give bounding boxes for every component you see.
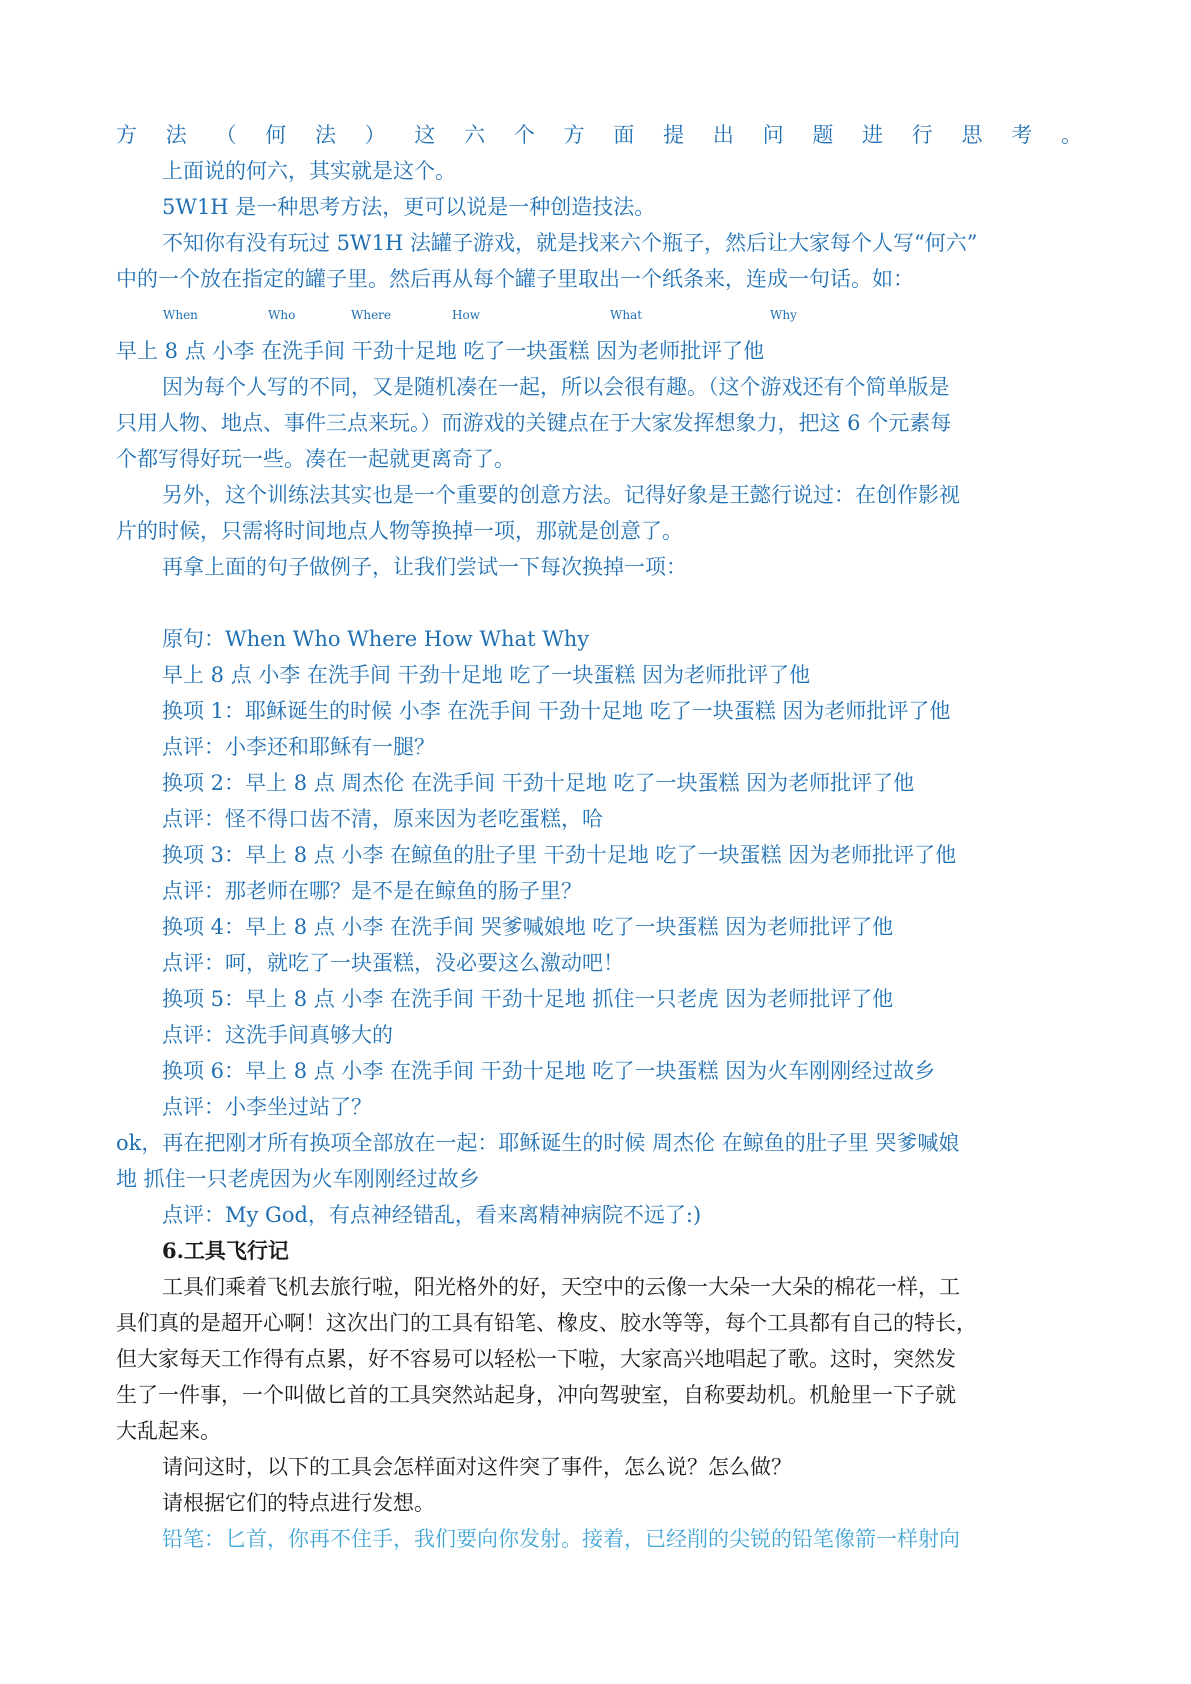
comment-line: 点评：小李还和耶稣有一腿？	[162, 735, 435, 759]
paragraph-line: 地 抓住一只老虎因为火车刚刚经过故乡	[116, 1167, 480, 1191]
paragraph-line: 不知你有没有玩过 5W1H 法罐子游戏，就是找来六个瓶子，然后让大家每个人写“何六”	[162, 231, 978, 255]
paragraph-line: 具们真的是超开心啊！这次出门的工具有铅笔、橡皮、胶水等等，每个工具都有自己的特长，	[116, 1311, 977, 1335]
paragraph-line: 但大家每天工作得有点累，好不容易可以轻松一下啦，大家高兴地唱起了歌。这时，突然发	[116, 1347, 956, 1371]
paragraph-line: 请问这时，以下的工具会怎样面对这件突了事件，怎么说？怎么做？	[162, 1455, 792, 1479]
swap-item: 换项 5：早上 8 点 小李 在洗手间 干劲十足地 抓住一只老虎 因为老师批评了他	[162, 987, 894, 1011]
header-word-what: What	[610, 308, 643, 322]
comment-line: 点评：小李坐过站了？	[162, 1095, 372, 1119]
header-word-where: Where	[351, 308, 392, 322]
paragraph-line: 再拿上面的句子做例子，让我们尝试一下每次换掉一项：	[162, 555, 687, 579]
paragraph-line: 方法（何法）这六个方面提出问题进行思考。	[116, 123, 1082, 147]
swap-item: 换项 2：早上 8 点 周杰伦 在洗手间 干劲十足地 吃了一块蛋糕 因为老师批评了他	[162, 771, 915, 795]
paragraph-line: 只用人物、地点、事件三点来玩。）而游戏的关键点在于大家发挥想象力，把这 6 个元素每	[116, 411, 952, 435]
swap-item: 换项 1：耶稣诞生的时候 小李 在洗手间 干劲十足地 吃了一块蛋糕 因为老师批评了他	[162, 699, 951, 723]
example-sentence: 早上 8 点 小李 在洗手间 干劲十足地 吃了一块蛋糕 因为老师批评了他	[162, 663, 811, 687]
swap-item: 换项 6：早上 8 点 小李 在洗手间 干劲十足地 吃了一块蛋糕 因为火车刚刚经过故乡	[162, 1059, 936, 1083]
header-word-when: When	[163, 308, 198, 322]
swap-item: 换项 4：早上 8 点 小李 在洗手间 哭爹喊娘地 吃了一块蛋糕 因为老师批评了他	[162, 915, 894, 939]
paragraph-line: 个都写得好玩一些。凑在一起就更离奇了。	[116, 447, 515, 471]
paragraph-line: ok，再在把刚才所有换项全部放在一起：耶稣诞生的时候 周杰伦 在鲸鱼的肚子里 哭爹喊娘	[116, 1131, 960, 1155]
section-heading: 6.工具飞行记	[162, 1238, 289, 1263]
comment-line: 点评：呵，就吃了一块蛋糕，没必要这么激动吧！	[162, 951, 624, 975]
paragraph-line: 请根据它们的特点进行发想。	[162, 1491, 435, 1515]
comment-line: 点评：怪不得口齿不清，原来因为老吃蛋糕，哈	[162, 807, 603, 831]
paragraph-line: 工具们乘着飞机去旅行啦，阳光格外的好，天空中的云像一大朵一大朵的棉花一样，工	[162, 1275, 960, 1299]
swap-item: 换项 3：早上 8 点 小李 在鲸鱼的肚子里 干劲十足地 吃了一块蛋糕 因为老师批评了他	[162, 843, 957, 867]
paragraph-line: 另外，这个训练法其实也是一个重要的创意方法。记得好象是王懿行说过：在创作影视	[162, 483, 960, 507]
original-sentence-label: 原句：When Who Where How What Why	[162, 627, 590, 651]
paragraph-line: 上面说的何六，其实就是这个。	[162, 159, 456, 183]
header-word-who: Who	[268, 308, 296, 322]
paragraph-line: 中的一个放在指定的罐子里。然后再从每个罐子里取出一个纸条来，连成一句话。如：	[116, 267, 914, 291]
paragraph-line: 因为每个人写的不同，又是随机凑在一起，所以会很有趣。（这个游戏还有个简单版是	[162, 375, 950, 399]
comment-line: 点评：那老师在哪？是不是在鲸鱼的肠子里？	[162, 879, 582, 903]
header-word-how: How	[452, 308, 480, 322]
paragraph-line: 生了一件事，一个叫做匕首的工具突然站起身，冲向驾驶室，自称要劫机。机舱里一下子就	[116, 1383, 956, 1407]
paragraph-line: 片的时候，只需将时间地点人物等换掉一项，那就是创意了。	[116, 519, 683, 543]
paragraph-line: 大乱起来。	[116, 1419, 221, 1443]
header-word-why: Why	[770, 308, 797, 322]
comment-line: 点评：这洗手间真够大的	[162, 1023, 393, 1047]
paragraph-line: 5W1H 是一种思考方法，更可以说是一种创造技法。	[162, 195, 656, 219]
answer-line: 铅笔：匕首，你再不住手，我们要向你发射。接着，已经削的尖锐的铅笔像箭一样射向	[162, 1527, 960, 1551]
comment-line: 点评：My God，有点神经错乱，看来离精神病院不远了:)	[162, 1203, 702, 1227]
example-sentence: 早上 8 点 小李 在洗手间 干劲十足地 吃了一块蛋糕 因为老师批评了他	[116, 339, 765, 363]
